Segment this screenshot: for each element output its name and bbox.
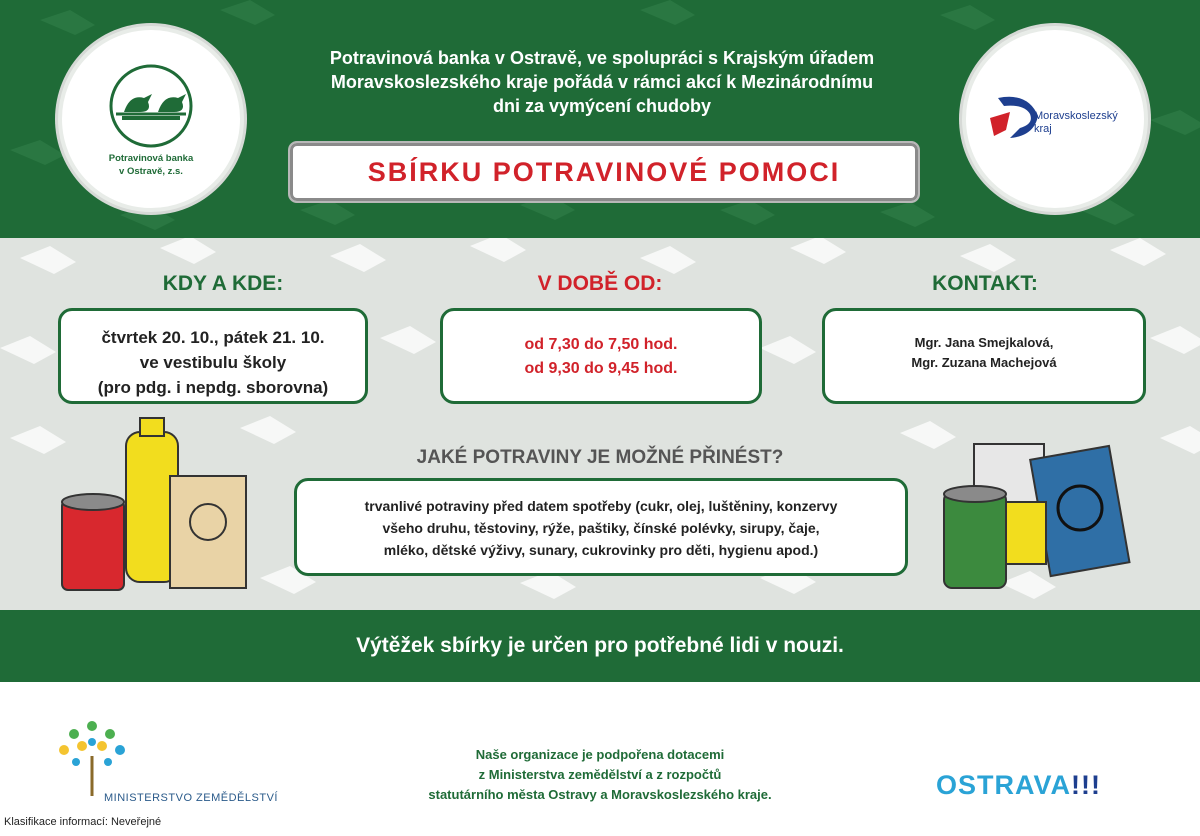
foods-line-3: mléko, dětské výživy, sunary, cukrovinky pro děti, hygienu apod.): [383, 542, 819, 558]
when-where-line-2: ve vestibulu školy: [139, 353, 287, 372]
ostrava-logo: [936, 770, 1101, 801]
page-title: SBÍRKU POTRAVINOVÉ POMOCI: [367, 156, 841, 187]
food-bank-logo-icon: [62, 30, 240, 208]
time-box: [440, 308, 762, 404]
title-box: [288, 141, 920, 203]
contact-line-2: Mgr. Zuzana Machejová: [911, 355, 1057, 370]
when-where-heading: KDY A KDE:: [162, 272, 284, 295]
when-where-box: [58, 308, 368, 404]
region-logo: [962, 26, 1148, 212]
intro-line-3: dni za vymýcení chudoby: [492, 96, 712, 116]
ministry-name: MINISTERSTVO ZEMĚDĚLSTVÍ: [104, 792, 278, 804]
ministry-tree-icon: [52, 716, 134, 796]
contact-box: [822, 308, 1146, 404]
intro-line-2: Moravskoslezského kraje pořádá v rámci akcí k Mezinárodnímu: [330, 72, 874, 92]
header-band: [0, 0, 1200, 238]
intro-line-1: Potravinová banka v Ostravě, ve spolupráci s Krajským úřadem: [329, 48, 875, 68]
ostrava-marks: !!!: [1071, 770, 1101, 800]
time-line-2: od 9,30 do 9,45 hod.: [524, 360, 678, 377]
intro-text: [270, 46, 934, 118]
ostrava-wordmark: OSTRAVA: [936, 770, 1071, 800]
time-line-1: od 7,30 do 7,50 hod.: [524, 336, 678, 353]
sponsor-line-1: Naše organizace je podpořena dotacemi: [475, 747, 725, 762]
food-bank-logo: [58, 26, 244, 212]
region-name-line2: kraj: [1034, 123, 1052, 135]
food-items-illustration: [940, 432, 1140, 592]
when-where-line-1: čtvrtek 20. 10., pátek 21. 10.: [101, 328, 325, 347]
sponsor-line-2: z Ministerstva zemědělství a z rozpočtů: [478, 767, 722, 782]
region-name-line1: Moravskoslezský: [1034, 110, 1118, 122]
contact-line-1: Mgr. Jana Smejkalová,: [914, 335, 1054, 350]
foods-line-2: všeho druhu, těstoviny, rýže, paštiky, čínské polévky, sirupy, čaje,: [382, 520, 820, 536]
result-text: Výtěžek sbírky je určen pro potřebné lidi v nouzi.: [356, 634, 844, 657]
foods-box: [294, 478, 908, 576]
food-bank-name-line1: Potravinová banka: [108, 153, 194, 164]
classification-label: Klasifikace informací: Neveřejné: [4, 816, 162, 828]
sponsor-line-3: statutárního města Ostravy a Moravskoslezského kraje.: [428, 787, 772, 802]
foods-line-1: trvanlivé potraviny před datem spotřeby (cukr, olej, luštěniny, konzervy: [364, 498, 838, 514]
food-bank-name-line2: v Ostravě, z.s.: [119, 166, 183, 177]
sponsor-text: [340, 745, 860, 805]
foods-heading: JAKÉ POTRAVINY JE MOŽNÉ PŘINÉST?: [416, 447, 784, 468]
contact-heading: KONTAKT:: [932, 272, 1038, 295]
time-heading: V DOBĚ OD:: [537, 272, 663, 295]
when-where-line-3: (pro pdg. i nepdg. sborovna): [97, 378, 329, 397]
food-items-illustration: [54, 414, 254, 610]
